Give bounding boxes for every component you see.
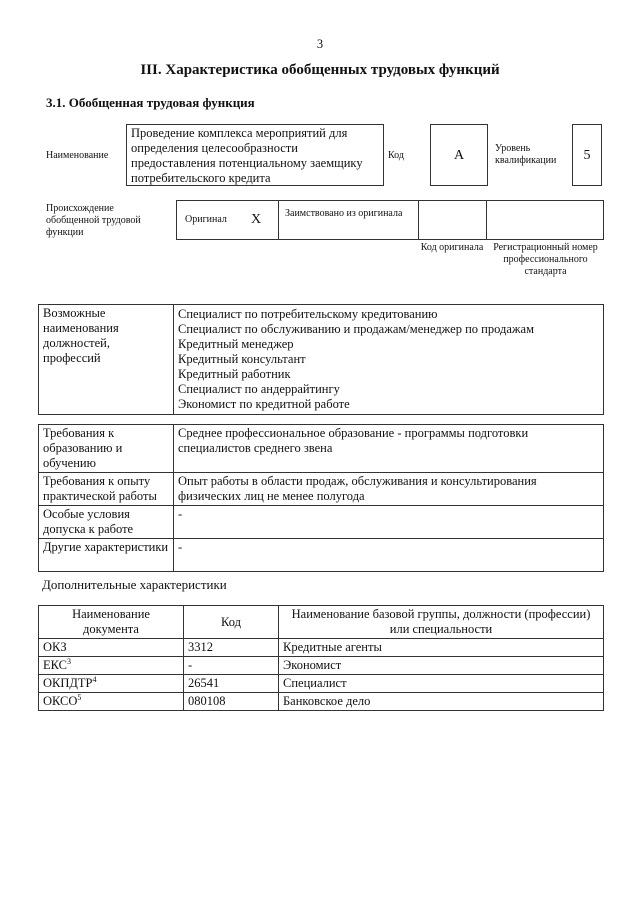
group-name-cell: Банковское дело <box>279 693 604 711</box>
reg-number-caption: Регистрационный номер профессионального стандарта <box>493 242 598 277</box>
table-row <box>39 539 604 572</box>
borrowed-label: Заимствовано из оригинала <box>285 208 403 219</box>
origin-box <box>176 200 604 240</box>
additional-title: Дополнительные характеристики <box>42 577 227 592</box>
original-mark: X <box>251 212 262 227</box>
table-row <box>39 693 604 711</box>
additional-table <box>38 605 604 711</box>
table-row <box>39 506 604 539</box>
code-label: Код <box>388 150 404 161</box>
code-cell: - <box>184 657 279 675</box>
origin-label: Происхождение обобщенной трудовой функции <box>46 203 141 238</box>
code-value: A <box>430 124 488 186</box>
level-value: 5 <box>572 124 602 186</box>
page-number: 3 <box>316 37 324 51</box>
table-row <box>39 639 604 657</box>
positions-list <box>174 305 604 415</box>
list-item: Специалист по потребительскому кредитованию <box>178 307 438 321</box>
doc-cell: ОКСО$^5$ <box>39 693 184 711</box>
name-label: Наименование <box>46 150 109 161</box>
table-header-row <box>39 606 604 639</box>
level-label: Уровень квалификации <box>495 143 557 166</box>
group-name-cell: Специалист <box>279 675 604 693</box>
requirement-value: Среднее профессиональное образование - программы подготовки специалистов среднего звена <box>174 425 604 473</box>
column-header-code: Код <box>184 606 279 639</box>
code-cell: 080108 <box>184 693 279 711</box>
table-row <box>39 473 604 506</box>
list-item: Кредитный консультант <box>178 352 306 366</box>
list-item: Кредитный работник <box>178 367 291 381</box>
requirement-value: Опыт работы в области продаж, обслуживания и консультирования физических лиц не менее полугода <box>174 473 604 506</box>
list-item: Специалист по обслуживанию и продажам/менеджер по продажам <box>178 322 534 336</box>
code-cell: 3312 <box>184 639 279 657</box>
positions-table <box>38 304 604 415</box>
section-title: III. Характеристика обобщенных трудовых функций <box>140 62 500 78</box>
requirement-label: Требования к образованию и обучению <box>39 425 174 473</box>
requirement-value: - <box>174 539 604 572</box>
code-original-caption: Код оригинала <box>420 242 484 253</box>
requirement-value: - <box>174 506 604 539</box>
original-label: Оригинал <box>185 214 227 225</box>
positions-label: Возможные наименования должностей, профессий <box>39 305 174 415</box>
doc-cell: ОКЗ <box>39 639 184 657</box>
table-row <box>39 657 604 675</box>
table-row <box>39 675 604 693</box>
list-item: Экономист по кредитной работе <box>178 397 350 411</box>
group-name-cell: Кредитные агенты <box>279 639 604 657</box>
column-header-name: Наименование базовой группы, должности (профессии) или специальности <box>279 606 604 639</box>
group-name-cell: Экономист <box>279 657 604 675</box>
column-header-document: Наименование документа <box>39 606 184 639</box>
name-value: Проведение комплекса мероприятий для определения целесообразности предоставления потенциальному заемщику потребительского кредита <box>126 124 384 186</box>
requirement-label: Другие характеристики <box>39 539 174 572</box>
doc-cell: ОКПДТР$^4$ <box>39 675 184 693</box>
requirements-table <box>38 424 604 572</box>
code-cell: 26541 <box>184 675 279 693</box>
doc-cell: ЕКС$^3$ <box>39 657 184 675</box>
table-row <box>39 425 604 473</box>
requirement-label: Требования к опыту практической работы <box>39 473 174 506</box>
list-item: Специалист по андеррайтингу <box>178 382 340 396</box>
requirement-label: Особые условия допуска к работе <box>39 506 174 539</box>
subsection-title: 3.1. Обобщенная трудовая функция <box>46 95 255 110</box>
list-item: Кредитный менеджер <box>178 337 294 351</box>
